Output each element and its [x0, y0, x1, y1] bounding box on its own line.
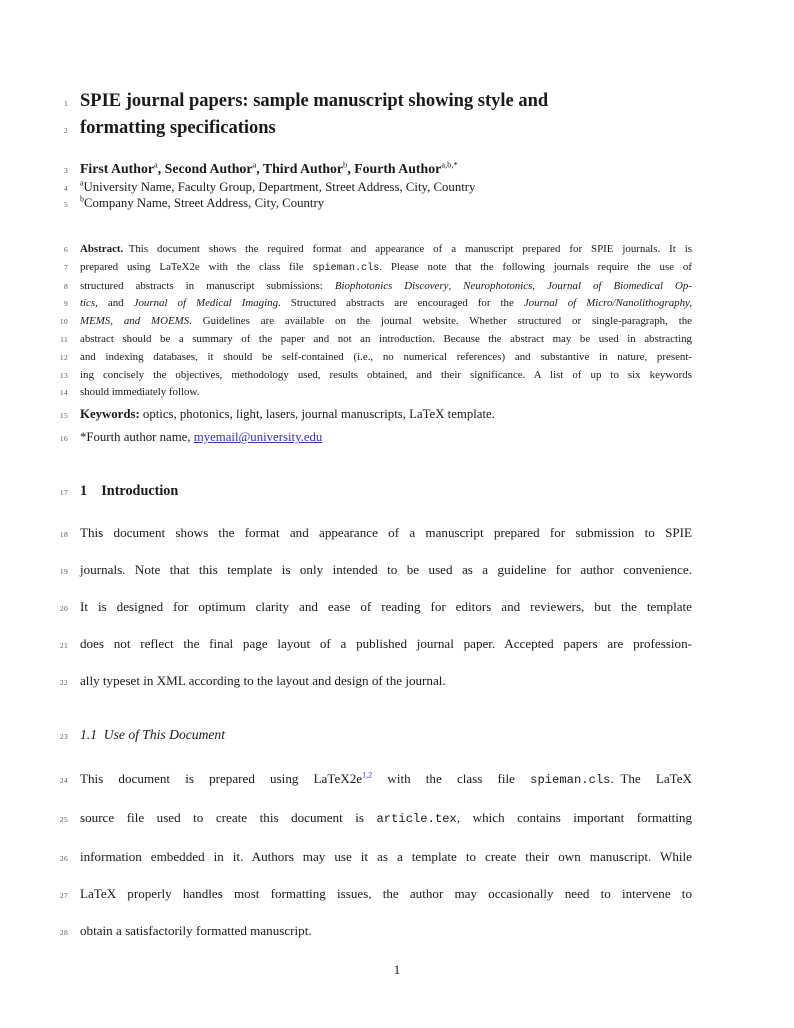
text-segment: Neurophotonics — [463, 279, 533, 292]
line-number: 24 — [59, 776, 68, 786]
line-text — [80, 403, 692, 426]
text-segment: obtain a satisfactorily formatted manuscript. — [80, 923, 312, 939]
text-segment: journals. Note that this template is only intended to be used as a guideline for author convenience. — [80, 562, 692, 578]
doc-line-22 — [0, 662, 794, 699]
superscript: a,b,* — [441, 159, 458, 170]
text-segment: 1 Introduction — [80, 483, 179, 500]
text-segment: structured abstracts in manuscript submissions: — [80, 279, 335, 292]
text-segment: University Name, Faculty Group, Department, Street Address, City, Country — [83, 180, 476, 194]
line-text — [80, 481, 692, 501]
text-segment: does not reflect the final page layout of a published journal paper. Accepted papers are profession- — [80, 636, 692, 652]
doc-line-8 — [0, 278, 794, 296]
doc-line-26 — [0, 838, 794, 875]
line-text — [80, 160, 692, 177]
text-segment: abstract should be a summary of the paper and not an introduction. Because the abstract may be used in abstracting — [80, 332, 692, 345]
line-number: 11 — [60, 334, 68, 344]
text-segment: , Second Author — [157, 161, 253, 176]
citation-link[interactable]: 1,2 — [362, 770, 373, 780]
line-number: 3 — [63, 166, 68, 175]
text-segment: This document shows the format and appearance of a manuscript prepared for submission to SPIE — [80, 525, 692, 541]
text-segment: Biophotonics Discovery — [334, 279, 449, 292]
line-text — [80, 259, 692, 278]
text-segment: , which contains important formatting — [456, 810, 693, 826]
text-segment: This document shows the required format and appearance of a manuscript prepared for SPIE journals. It is — [123, 243, 692, 255]
line-number: 12 — [59, 352, 68, 362]
inline-code: spieman.cls — [312, 262, 380, 274]
line-text — [80, 331, 692, 349]
line-text — [80, 180, 692, 196]
line-text — [80, 196, 692, 212]
inline-code: spieman.cls — [530, 773, 611, 788]
superscript: a — [80, 178, 84, 188]
text-segment: source file used to create this document is — [80, 810, 377, 826]
line-text — [80, 426, 692, 449]
text-segment: First Author — [80, 161, 154, 176]
doc-line-28 — [0, 912, 794, 949]
line-number: 19 — [59, 567, 68, 577]
line-number: 13 — [59, 370, 68, 380]
text-segment: Journal of Biomedical Op- — [547, 279, 692, 292]
inline-code: article.tex — [376, 812, 457, 827]
line-number: 5 — [63, 199, 68, 209]
doc-line-15 — [0, 403, 794, 426]
doc-line-1 — [0, 88, 794, 115]
line-text — [80, 551, 692, 588]
line-number: 20 — [59, 604, 68, 614]
line-number: 15 — [59, 411, 68, 421]
doc-line-20 — [0, 588, 794, 625]
page-number: 1 — [393, 962, 401, 978]
doc-line-25 — [0, 799, 794, 838]
doc-line-23 — [0, 725, 794, 745]
line-text — [80, 912, 692, 949]
doc-line-11 — [0, 331, 794, 349]
text-segment: LaTeX properly handles most formatting issues, the author may occasionally need to intervene to — [80, 886, 692, 902]
text-segment: Journal of Micro/Nanolithography, — [523, 297, 692, 310]
text-segment: 1.1 Use of This Document — [80, 727, 225, 743]
text-segment: SPIE journal papers: sample manuscript showing style and — [80, 91, 549, 111]
doc-line-3 — [0, 160, 794, 177]
doc-line-13 — [0, 367, 794, 385]
line-number: 2 — [63, 126, 68, 135]
line-number: 8 — [63, 281, 68, 291]
doc-line-21 — [0, 625, 794, 662]
text-segment: formatting specifications — [80, 118, 276, 138]
line-text — [80, 725, 692, 745]
line-text — [80, 367, 692, 385]
text-segment: , Fourth Author — [347, 161, 442, 176]
line-text — [80, 760, 692, 799]
doc-line-10 — [0, 313, 794, 331]
text-segment: Company Name, Street Address, City, Country — [83, 195, 325, 210]
line-text — [80, 313, 692, 331]
line-number: 28 — [59, 928, 68, 938]
line-number: 14 — [59, 388, 68, 398]
line-number: 1 — [63, 99, 68, 108]
line-text — [80, 799, 692, 838]
doc-line-27 — [0, 875, 794, 912]
text-segment: , and — [95, 297, 134, 310]
line-text — [80, 88, 692, 115]
text-segment: This document is prepared using LaTeX2e — [80, 771, 363, 787]
line-number: 21 — [59, 641, 68, 651]
text-segment: ally typeset in XML according to the layout and design of the journal. — [80, 673, 446, 689]
line-text — [80, 662, 692, 699]
text-segment: information embedded in it. Authors may use it as a template to create their own manuscript. While — [80, 849, 692, 865]
doc-line-19 — [0, 551, 794, 588]
doc-line-18 — [0, 514, 794, 551]
text-segment: , Third Author — [256, 161, 344, 176]
text-segment: should immediately follow. — [80, 386, 200, 399]
line-number: 10 — [59, 317, 68, 327]
text-segment: MEMS, and MOEMS — [80, 315, 190, 328]
text-segment: and indexing databases, it should be self-contained (i.e., no numerical references) and substantive in nature, present- — [80, 350, 692, 363]
doc-line-17 — [0, 481, 794, 501]
text-segment: *Fourth author name, — [80, 430, 194, 445]
doc-line-4 — [0, 180, 794, 196]
text-segment: tics — [80, 297, 96, 310]
text-segment: . Please note that the following journals require the use of — [379, 260, 693, 273]
text-segment: Keywords: — [80, 407, 140, 422]
line-number: 6 — [63, 245, 68, 254]
text-segment: . Structured abstracts are encouraged for the — [278, 297, 524, 310]
text-segment: It is designed for optimum clarity and ease of reading for editors and reviewers, but the template — [80, 599, 692, 615]
doc-line-12 — [0, 349, 794, 367]
superscript: a — [153, 159, 158, 170]
doc-line-7 — [0, 259, 794, 278]
line-number: 25 — [59, 815, 68, 825]
doc-line-5 — [0, 196, 794, 212]
doc-line-2 — [0, 115, 794, 142]
text-segment: prepared using LaTeX2e with the class file — [80, 260, 313, 273]
text-segment: Journal of Medical Imaging — [133, 297, 279, 310]
superscript: b — [343, 159, 348, 170]
line-text — [80, 875, 692, 912]
line-text — [80, 838, 692, 875]
superscript: b — [80, 194, 84, 204]
text-segment: , — [448, 279, 464, 292]
doc-line-6 — [0, 241, 794, 259]
superscript: a — [252, 159, 257, 170]
text-segment: ing concisely the objectives, methodology used, results obtained, and their significance. A list of up to six keywords — [80, 368, 692, 381]
email-link[interactable]: myemail@university.edu — [193, 430, 323, 445]
line-number: 22 — [59, 678, 68, 688]
line-number: 9 — [63, 299, 68, 309]
line-text — [80, 115, 692, 142]
line-text — [80, 625, 692, 662]
doc-line-14 — [0, 384, 794, 402]
line-text — [80, 384, 692, 402]
text-segment: Abstract. — [80, 243, 124, 255]
text-segment: . Guidelines are available on the journal website. Whether structured or single-paragraph, the — [189, 315, 693, 328]
line-number: 26 — [59, 854, 68, 864]
line-number: 7 — [63, 262, 68, 272]
line-number: 17 — [59, 488, 68, 498]
line-text — [80, 295, 692, 313]
line-number: 27 — [59, 891, 68, 901]
text-segment: with the class file — [372, 771, 531, 787]
doc-line-24 — [0, 760, 794, 799]
text-segment: , — [532, 279, 548, 292]
line-number: 23 — [59, 732, 68, 742]
line-number: 16 — [59, 434, 68, 444]
line-text — [80, 349, 692, 367]
text-segment: . The LaTeX — [610, 771, 692, 787]
doc-line-9 — [0, 295, 794, 313]
line-text — [80, 278, 692, 296]
text-segment: optics, photonics, light, lasers, journal manuscripts, LaTeX template. — [139, 407, 495, 422]
line-number: 4 — [63, 184, 68, 193]
line-text — [80, 588, 692, 625]
doc-line-16 — [0, 426, 794, 449]
line-number: 18 — [59, 530, 68, 540]
line-text — [80, 241, 692, 259]
line-text — [80, 514, 692, 551]
